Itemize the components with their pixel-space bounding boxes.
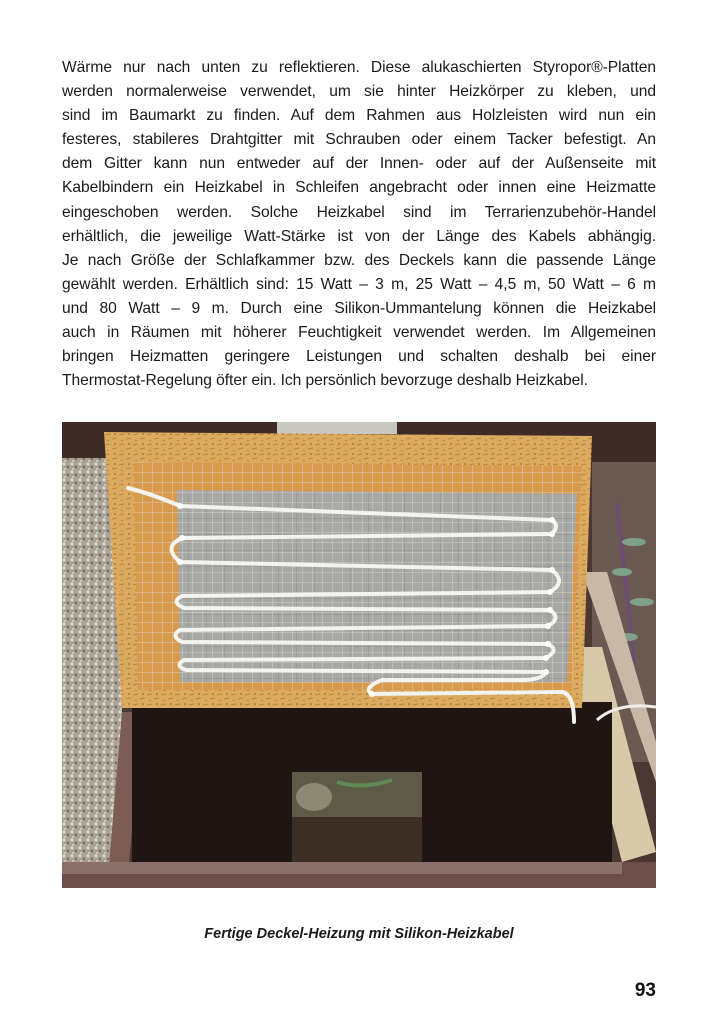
page-number: 93 [634,980,656,1001]
text-line: Thermostat-Regelung öfter ein. Ich persönlich bevorzuge deshalb Heizkabel. [62,372,588,390]
body-paragraph [62,56,656,393]
figure-caption: Fertige Deckel-Heizung mit Silikon-Heizkabel [204,926,514,942]
text-line: festeres, stabileres Drahtgitter mit Schrauben oder einem Tacker befestigt. An [62,131,656,149]
text-line: gewählt werden. Erhältlich sind: 15 Watt – 3 m, 25 Watt – 4,5 m, 50 Watt – 6 m [62,275,656,293]
text-line: Kabelbindern ein Heizkabel in Schleifen angebracht oder innen eine Heizmatte [62,179,656,197]
text-line: bringen Heizmatten geringere Leistungen und schalten deshalb bei einer [62,348,656,366]
text-line: erhältlich, die jeweilige Watt-Stärke ist von der Länge des Kabels abhängig. [62,227,656,245]
heating-lid-photo [62,422,656,888]
text-line: eingeschoben werden. Solche Heizkabel sind im Terrarienzubehör-Handel [62,203,656,221]
text-line: sind im Baumarkt zu finden. Auf dem Rahmen aus Holzleisten wird nun ein [62,107,656,125]
text-line: und 80 Watt – 9 m. Durch eine Silikon-Ummantelung können die Heizkabel [62,299,656,317]
text-line: werden normalerweise verwendet, um sie hinter Heizkörper zu kleben, und [62,83,656,101]
text-line: dem Gitter kann nun entweder auf der Innen- oder auf der Außenseite mit [62,155,656,173]
box-front-board [62,862,622,874]
wire-mesh [134,462,582,690]
text-line: Je nach Größe der Schlafkammer bzw. des Deckels kann die passende Länge [62,251,656,269]
text-line: auch in Räumen mit höherer Feuchtigkeit verwendet werden. Im Allgemeinen [62,324,656,342]
text-line: Wärme nur nach unten zu reflektieren. Diese alukaschierten Styropor®-Platten [62,59,656,76]
